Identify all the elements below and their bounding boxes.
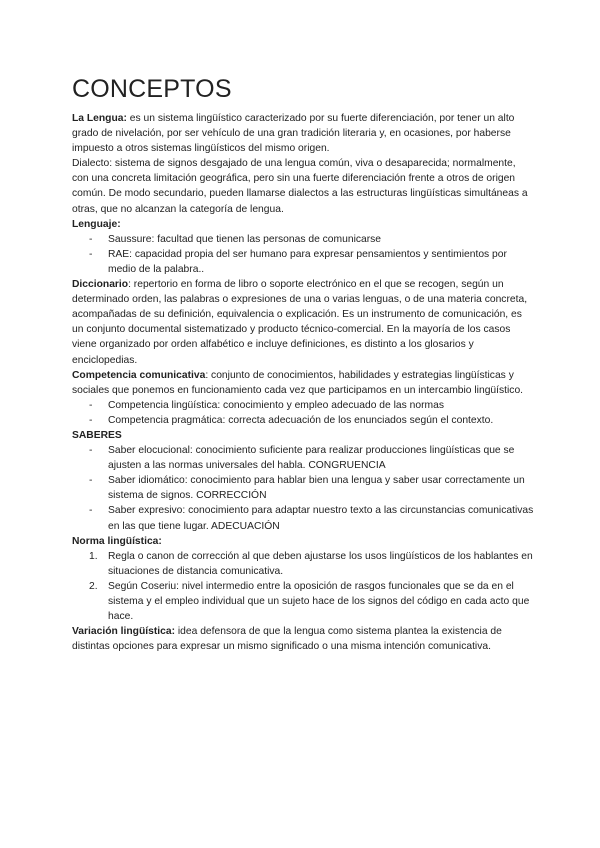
bullet-marker: - — [89, 414, 93, 426]
diccionario-definition: : repertorio en forma de libro o soporte electrónico en el que se recogen, según un determinado orden, las palabras o expresiones de una o varias lenguas, o de una materia concreta, acompañadas de su definición, equivalencia o explicación. Es un instrumento de comunicación, es un conjunto documental sistematizado y producto técnico-comercial. En la mayoría de los casos viene organizado por orden alfabético e incluye definiciones, es distinto a los glosarios y enciclopedias. — [72, 279, 528, 366]
diccionario-term: Diccionario — [72, 279, 129, 291]
bullet-marker: - — [89, 505, 93, 517]
list-item — [72, 443, 534, 473]
norma-heading: Norma lingüística: — [72, 535, 162, 547]
competencia-list — [72, 398, 534, 428]
list-item-text: Competencia pragmática: correcta adecuación de los enunciados según el contexto. — [108, 414, 494, 426]
list-item — [72, 398, 534, 413]
bullet-marker: - — [89, 233, 93, 245]
competencia-paragraph — [72, 368, 534, 398]
list-item-text: Competencia lingüística: conocimiento y empleo adecuado de las normas — [108, 399, 444, 411]
list-item — [72, 473, 534, 503]
bullet-marker: - — [89, 475, 93, 487]
dialecto-paragraph: Dialecto: sistema de signos desgajado de una lengua común, viva o desaparecida; normalmente, con una concreta limitación geográfica, pero sin una fuerte diferenciación frente a otros de origen común. De modo secundario, pueden llamarse dialectos a las estructuras lingüísticas simultáneas a otras, que no alcanzan la categoría de lengua. — [72, 158, 528, 215]
lengua-term: La Lengua: — [72, 113, 127, 124]
list-item-text: Saber idiomático: conocimiento para hablar bien una lengua y saber usar correctamente un sistema de signos. CORRECCIÓN — [108, 475, 525, 502]
bullet-marker: - — [89, 399, 93, 411]
lengua-paragraph — [72, 111, 534, 156]
lenguaje-heading: Lenguaje: — [72, 218, 121, 230]
list-item — [72, 579, 534, 624]
saberes-list — [72, 443, 534, 534]
list-item — [72, 247, 534, 277]
list-item-text: Saussure: facultad que tienen las personas de comunicarse — [108, 233, 382, 245]
norma-list — [72, 549, 534, 624]
variacion-term: Variación lingüística: — [72, 626, 175, 638]
competencia-definition: : conjunto de conocimientos, habilidades y estrategias lingüísticas y sociales que ponemos en funcionamiento cada vez que participamos en un intercambio lingüístico. — [72, 369, 524, 396]
bullet-marker: - — [89, 248, 93, 260]
variacion-paragraph — [72, 624, 534, 654]
page-title: CONCEPTOS — [72, 75, 232, 103]
list-item-text: Saber elocucional: conocimiento suficiente para realizar producciones lingüísticas que se ajusten a las normas universales del habla. CONGRUENCIA — [108, 445, 515, 472]
list-item — [72, 549, 534, 579]
variacion-definition: idea defensora de que la lengua como sistema plantea la existencia de distintas opciones para expresar un mismo significado o una misma intención comunicativa. — [72, 626, 502, 653]
number-marker: 1. — [89, 550, 98, 562]
competencia-term: Competencia comunicativa — [72, 369, 206, 381]
list-item-text: Según Coseriu: nivel intermedio entre la oposición de rasgos funcionales que se da en el sistema y el empleo individual que un sujeto hace de los signos del código en cada acto que hace. — [108, 580, 530, 623]
list-item — [72, 413, 534, 428]
bullet-marker: - — [89, 445, 93, 457]
lengua-definition: es un sistema lingüístico caracterizado por su fuerte diferenciación, por tener un alto grado de nivelación, por ser vehículo de una gran tradición literaria y, en ocasiones, por haberse impuesto a otros sistemas lingüísticos del mismo origen. — [72, 113, 515, 155]
list-item-text: RAE: capacidad propia del ser humano para expresar pensamientos y sentimientos por medio de la palabra.. — [108, 248, 507, 275]
document-content — [72, 74, 534, 654]
lenguaje-list — [72, 232, 534, 277]
list-item — [72, 232, 534, 247]
saberes-heading: SABERES — [72, 429, 122, 441]
list-item-text: Saber expresivo: conocimiento para adaptar nuestro texto a las circunstancias comunicativas en las que tiene lugar. ADECUACIÓN — [108, 505, 534, 532]
list-item-text: Regla o canon de corrección al que deben ajustarse los usos lingüísticos de los hablantes en situaciones de distancia comunicativa. — [108, 550, 533, 577]
list-item — [72, 503, 534, 533]
diccionario-paragraph — [72, 277, 534, 368]
number-marker: 2. — [89, 580, 98, 592]
